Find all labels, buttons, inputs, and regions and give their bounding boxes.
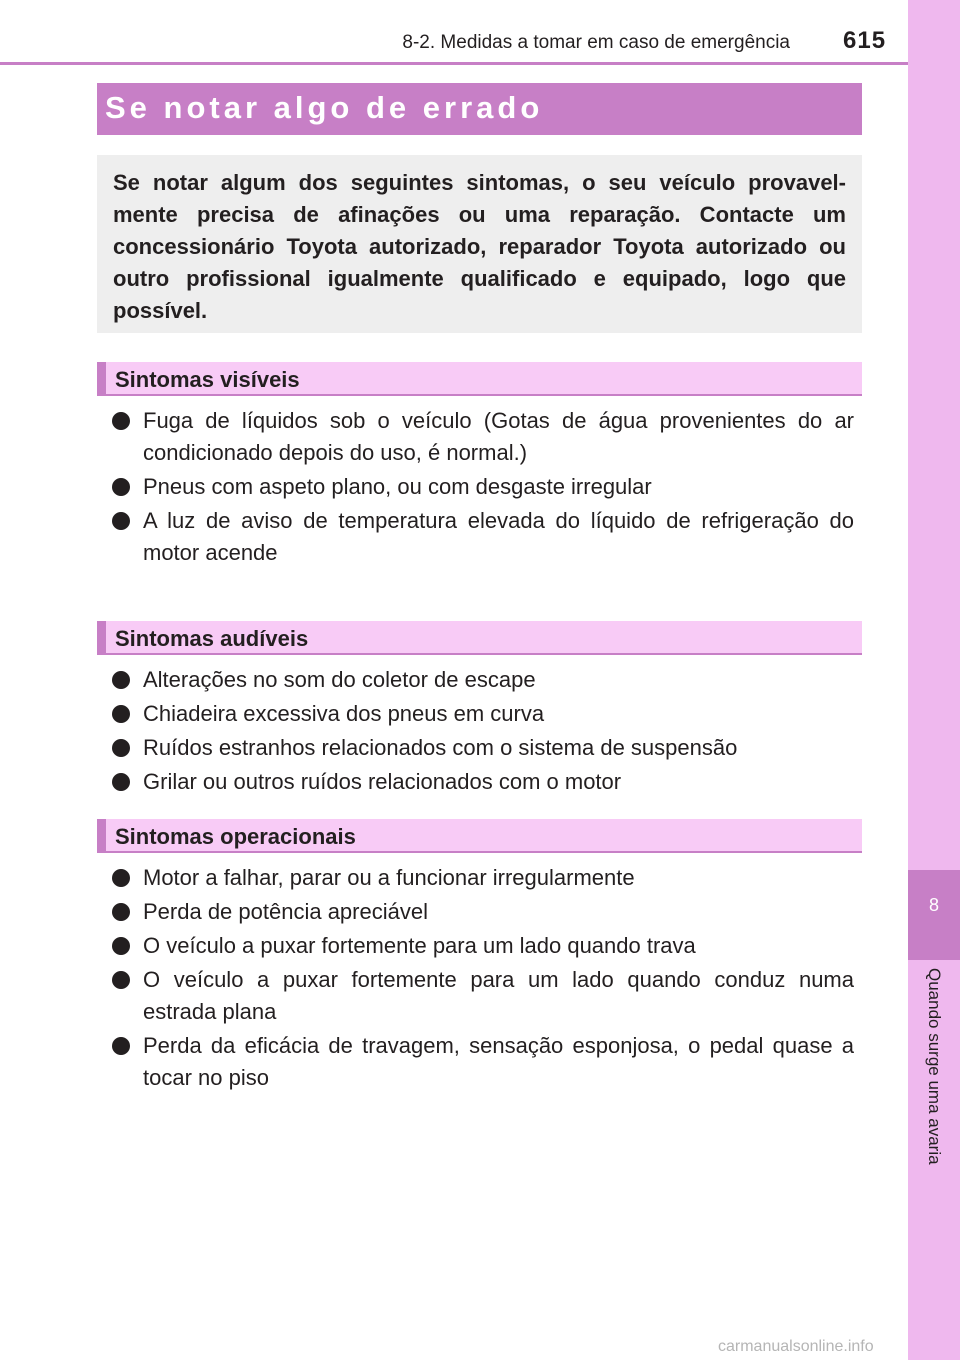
list-item: Fuga de líquidos sob o veículo (Gotas de água provenientes do ar condicionado depois do uso, é normal.) xyxy=(112,405,854,469)
watermark: carmanualsonline.info xyxy=(718,1338,874,1355)
section-header-visible xyxy=(97,362,862,396)
bullet-icon xyxy=(112,869,130,887)
list-audible-symptoms xyxy=(112,664,854,800)
bullet-icon xyxy=(112,903,130,921)
list-item: Ruídos estranhos relacionados com o sistema de suspensão xyxy=(112,732,854,764)
intro-text: Se notar algum dos seguintes sintomas, o seu veículo provavel-mente precisa de afinações ou uma reparação. Contacte um concessionário Toyota autorizado, reparador Toyota autorizado ou outro profissional igualmente qualificado e equipado, logo que possível. xyxy=(113,170,846,323)
list-item: O veículo a puxar fortemente para um lado quando trava xyxy=(112,930,854,962)
bullet-icon xyxy=(112,937,130,955)
list-visible-symptoms xyxy=(112,405,854,571)
section-title: Sintomas visíveis xyxy=(115,367,300,392)
list-item: Motor a falhar, parar ou a funcionar irregularmente xyxy=(112,862,854,894)
bullet-icon xyxy=(112,478,130,496)
list-item: A luz de aviso de temperatura elevada do líquido de refrigeração do motor acende xyxy=(112,505,854,569)
section-title: Sintomas audíveis xyxy=(115,626,309,651)
list-item: Perda da eficácia de travagem, sensação esponjosa, o pedal quase a tocar no piso xyxy=(112,1030,854,1094)
section-header-operational xyxy=(97,819,862,853)
list-item: O veículo a puxar fortemente para um lado quando conduz numa estrada plana xyxy=(112,964,854,1028)
intro-box xyxy=(97,155,862,333)
bullet-icon xyxy=(112,1037,130,1055)
bullet-icon xyxy=(112,412,130,430)
chapter-number: 8 xyxy=(928,895,939,915)
page-title-bar xyxy=(97,83,862,135)
bullet-icon xyxy=(112,739,130,757)
chapter-title: Quando surge uma avaria xyxy=(925,968,944,1165)
bullet-icon xyxy=(112,705,130,723)
list-operational-symptoms xyxy=(112,862,854,1096)
page-title: Se notar algo de errado xyxy=(105,90,544,125)
bullet-icon xyxy=(112,512,130,530)
bullet-icon xyxy=(112,671,130,689)
section-header-audible xyxy=(97,621,862,655)
list-item: Perda de potência apreciável xyxy=(112,896,854,928)
page-number: 615 xyxy=(843,27,887,54)
header-section-title: 8-2. Medidas a tomar em caso de emergência xyxy=(402,32,790,53)
list-item: Alterações no som do coletor de escape xyxy=(112,664,854,696)
list-item: Pneus com aspeto plano, ou com desgaste irregular xyxy=(112,471,854,503)
header-rule xyxy=(0,62,908,65)
bullet-icon xyxy=(112,971,130,989)
bullet-icon xyxy=(112,773,130,791)
section-title: Sintomas operacionais xyxy=(115,824,356,849)
list-item: Chiadeira excessiva dos pneus em curva xyxy=(112,698,854,730)
list-item: Grilar ou outros ruídos relacionados com o motor xyxy=(112,766,854,798)
